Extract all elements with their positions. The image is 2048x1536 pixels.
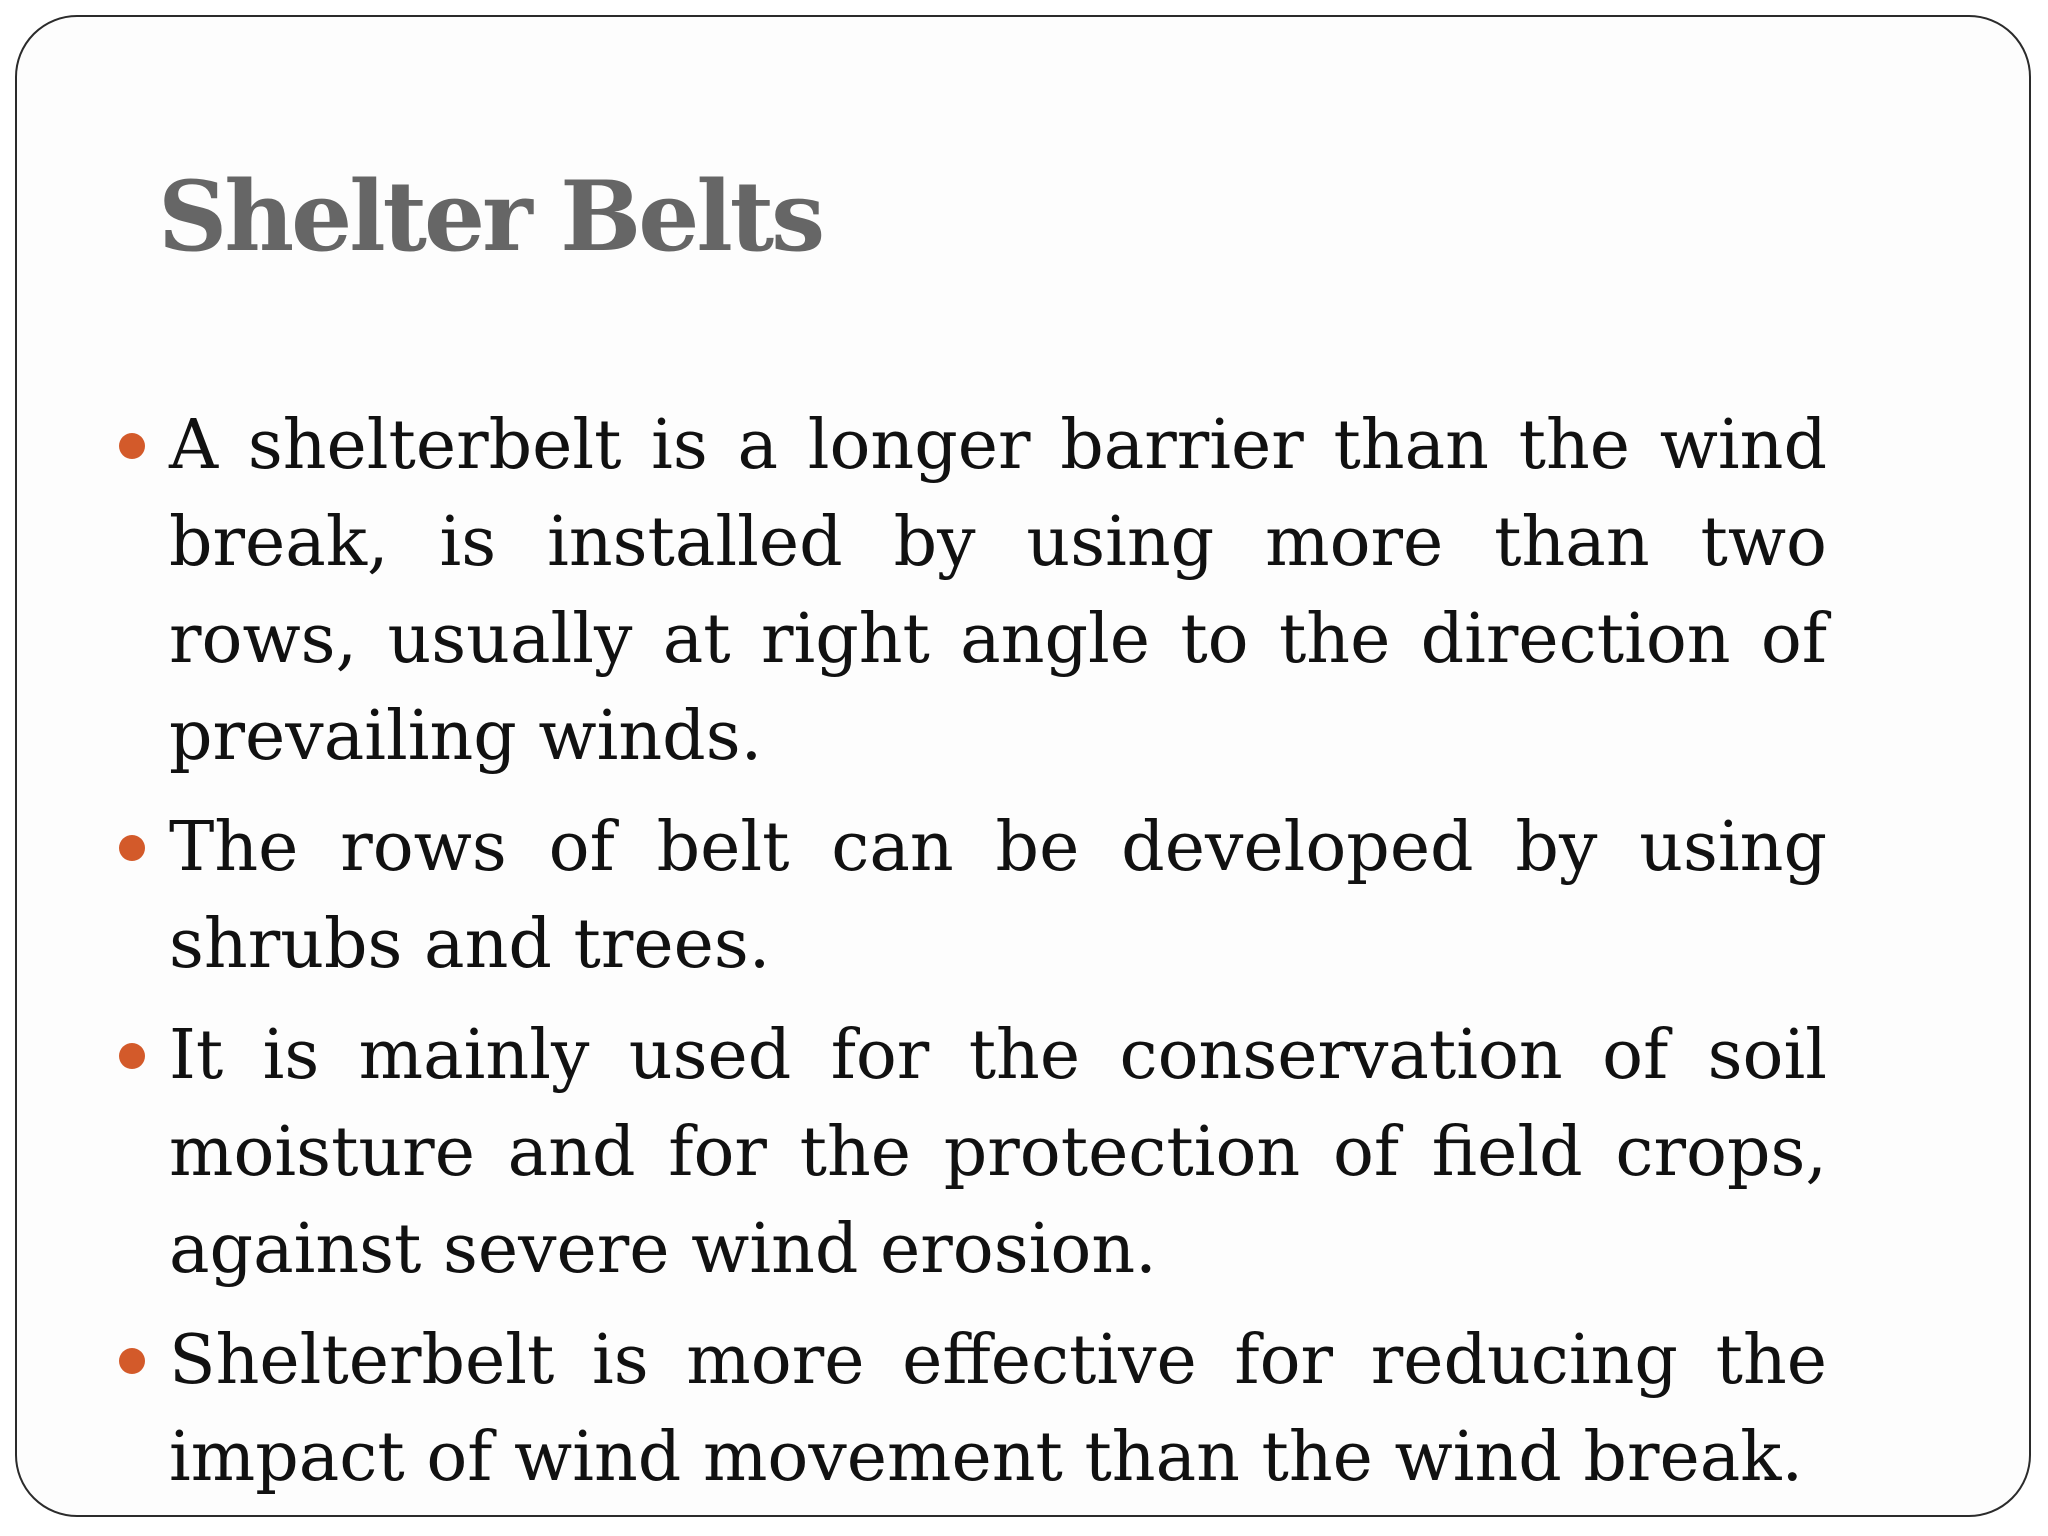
bullet-text: The rows of belt can be developed by using shrubs and trees. xyxy=(169,808,1827,984)
bullet-dot-icon xyxy=(119,433,145,459)
slide-title: Shelter Belts xyxy=(158,160,823,273)
bullet-item xyxy=(169,397,1827,785)
bullet-dot-icon xyxy=(119,1348,145,1374)
bullet-dot-icon xyxy=(119,835,145,861)
bullet-dot-icon xyxy=(119,1043,145,1069)
bullet-text: Shelterbelt is more effective for reducing the impact of wind movement than the wind break. xyxy=(169,1321,1827,1497)
bullet-item xyxy=(169,799,1827,993)
bullet-text: A shelterbelt is a longer barrier than the wind break, is installed by using more than two rows, usually at right angle to the direction of prevailing winds. xyxy=(169,406,1827,776)
bullet-item xyxy=(169,1007,1827,1298)
bullet-text: It is mainly used for the conservation of soil moisture and for the protection of field crops, against severe wind erosion. xyxy=(169,1016,1827,1289)
slide xyxy=(15,15,2031,1517)
bullet-item xyxy=(169,1312,1827,1506)
bullet-list xyxy=(169,397,1827,1517)
